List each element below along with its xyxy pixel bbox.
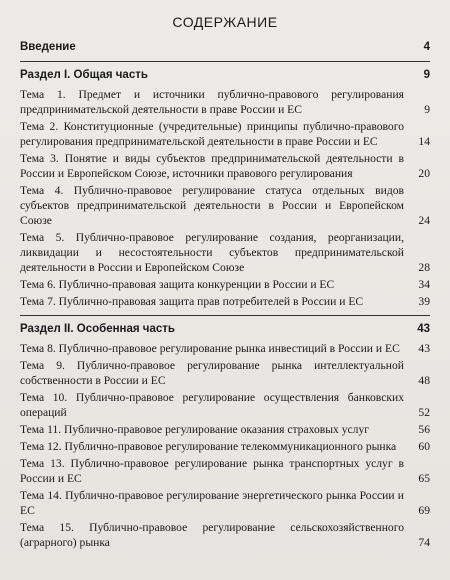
toc-item-text: Тема 13. Публично-правовое регулирование рынка транспортных услуг в России и ЕС	[20, 457, 404, 485]
toc-item-page: 65	[418, 472, 430, 485]
toc-item	[20, 294, 430, 309]
toc-item	[20, 456, 430, 486]
page-title: СОДЕРЖАНИЕ	[172, 14, 278, 30]
section-1-page: 9	[423, 69, 430, 81]
divider	[20, 61, 430, 62]
toc-item	[20, 341, 430, 356]
toc-item	[20, 277, 430, 292]
section-2-label: Раздел II. Особенная часть	[20, 323, 175, 335]
toc-item-text: Тема 2. Конституционные (учредительные) принципы публично-правового регулирования предпринимательской деятельности в праве России и ЕС	[20, 120, 404, 148]
toc-item-text: Тема 9. Публично-правовое регулирование рынка интеллектуальной собственности в России и ЕС	[20, 359, 404, 387]
toc-item	[20, 230, 430, 275]
divider	[20, 315, 430, 316]
toc-item-page: 14	[418, 135, 430, 148]
toc-item-text: Тема 10. Публично-правовое регулирование осуществления банковских операций	[20, 391, 404, 419]
toc-item	[20, 422, 430, 437]
toc-item-text: Тема 7. Публично-правовая защита прав потребителей в России и ЕС	[20, 295, 364, 308]
toc-item	[20, 488, 430, 518]
toc-item-page: 9	[424, 103, 430, 116]
toc-intro	[20, 40, 430, 55]
toc-item-page: 74	[418, 536, 430, 549]
section-2-page: 43	[417, 323, 430, 335]
toc-item-text: Тема 14. Публично-правовое регулирование энергетического рынка России и ЕС	[20, 489, 404, 517]
toc-section-2	[20, 322, 430, 337]
section-1-label: Раздел I. Общая часть	[20, 69, 148, 81]
toc-item-text: Тема 15. Публично-правовое регулирование сельскохозяйственного (аграрного) рынка	[20, 521, 404, 549]
toc-item-page: 52	[418, 406, 430, 419]
toc-item-page: 39	[418, 295, 430, 308]
toc-item	[20, 151, 430, 181]
toc-item	[20, 87, 430, 117]
toc-item	[20, 183, 430, 228]
toc-item-page: 43	[418, 342, 430, 355]
toc-intro-label: Введение	[20, 41, 76, 53]
toc-item-page: 69	[418, 504, 430, 517]
toc-item	[20, 439, 430, 454]
toc-item-page: 28	[418, 261, 430, 274]
toc-item-page: 24	[418, 214, 430, 227]
toc-item-page: 48	[418, 374, 430, 387]
toc-item	[20, 520, 430, 550]
toc-item-text: Тема 8. Публично-правовое регулирование рынка инвестиций в России и ЕС	[20, 342, 400, 355]
toc-item-text: Тема 5. Публично-правовое регулирование создания, реорганизации, ликвидации и несостоятельности субъектов предпринимательской деятельности в России и Европейском Союзе	[20, 231, 404, 274]
toc-item	[20, 390, 430, 420]
toc-item-text: Тема 11. Публично-правовое регулирование оказания страховых услуг	[20, 423, 370, 436]
toc-item-text: Тема 12. Публично-правовое регулирование телекоммуникационного рынка	[20, 440, 397, 453]
toc-item-page: 56	[418, 423, 430, 436]
toc-item	[20, 119, 430, 149]
toc-item-text: Тема 6. Публично-правовая защита конкуренции в России и ЕС	[20, 278, 335, 291]
toc-item	[20, 358, 430, 388]
toc-item-page: 20	[418, 167, 430, 180]
toc-item-text: Тема 1. Предмет и источники публично-правового регулирования предпринимательской деятельности в праве России и ЕС	[20, 88, 404, 116]
toc-item-page: 34	[418, 278, 430, 291]
toc-item-page: 60	[418, 440, 430, 453]
toc-item-text: Тема 3. Понятие и виды субъектов предпринимательской деятельности в России и Европейском Союзе, источники правового регулирования	[20, 152, 404, 180]
toc-section-1	[20, 68, 430, 83]
toc-intro-page: 4	[423, 41, 430, 53]
toc-item-text: Тема 4. Публично-правовое регулирование статуса отдельных видов субъектов предпринимательской деятельности в России и Европейском Союзе	[20, 184, 404, 227]
